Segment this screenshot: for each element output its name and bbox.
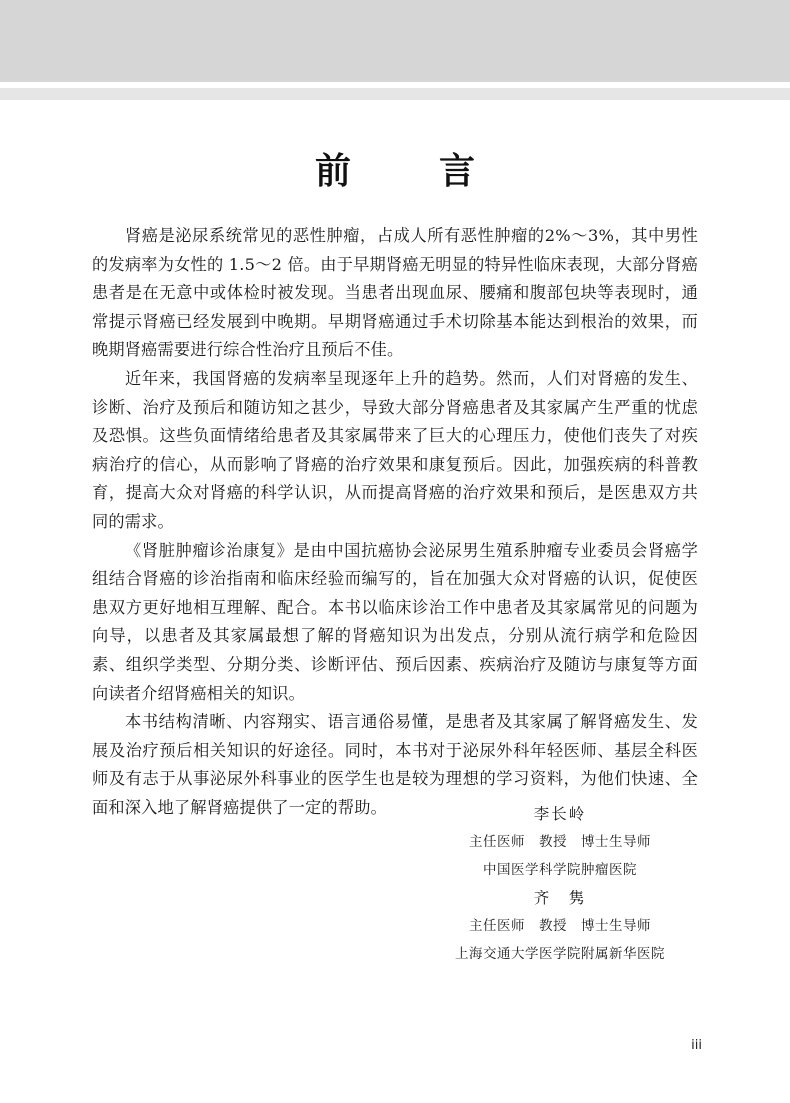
author-affiliation: 中国医学科学院肿瘤医院 bbox=[483, 862, 637, 878]
header-band bbox=[0, 0, 790, 82]
paragraph-2: 近年来，我国肾癌的发病率呈现逐年上升的趋势。然而，人们对肾癌的发生、诊断、治疗及预后和随访知之甚少，导致大部分肾癌患者及其家属产生严重的忧虑及恐惧。这些负面情绪给患者及其家属带来了巨大的心理压力，使他们丧失了对疾病治疗的信心，从而影响了肾癌的治疗效果和康复预后。因此，加强疾病的科普教育，提高大众对肾癌的科学认识，从而提高肾癌的治疗效果和预后，是医患双方共同的需求。 bbox=[92, 368, 698, 531]
signature-2 bbox=[420, 884, 700, 968]
author-titles: 主任医师 教授 博士生导师 bbox=[469, 918, 651, 934]
signature-block bbox=[420, 800, 700, 968]
paragraph-1: 肾癌是泌尿系统常见的恶性肿瘤，占成人所有恶性肿瘤的2%～3%，其中男性的发病率为女性的 1.5～2 倍。由于早期肾癌无明显的特异性临床表现，大部分肾癌患者是在无意中或体检时被发现。当患者出现血尿、腰痛和腹部包块等表现时，通常提示肾癌已经发展到中晚期。早期肾癌通过手术切除基本能达到根治的效果，而晚期肾癌需要进行综合性治疗且预后不佳。 bbox=[92, 226, 698, 360]
author-name: 齐 隽 bbox=[533, 889, 587, 907]
author-name: 李长岭 bbox=[533, 805, 587, 823]
page-title: 前 言 bbox=[314, 151, 501, 192]
paragraph-4: 本书结构清晰、内容翔实、语言通俗易懂，是患者及其家属了解肾癌发生、发展及治疗预后相关知识的好途径。同时，本书对于泌尿外科年轻医师、基层全科医师及有志于从事泌尿外科事业的医学生也是较为理想的学习资料，为他们快速、全面和深入地了解肾癌提供了一定的帮助。 bbox=[92, 712, 698, 817]
paragraph-3: 《肾脏肿瘤诊治康复》是由中国抗癌协会泌尿男生殖系肿瘤专业委员会肾癌学组结合肾癌的诊治指南和临床经验而编写的，旨在加强大众对肾癌的认识，促使医患双方更好地相互理解、配合。本书以临床诊治工作中患者及其家属常见的问题为向导，以患者及其家属最想了解的肾癌知识为出发点，分别从流行病学和危险因素、组织学类型、分期分类、诊断评估、预后因素、疾病治疗及随访与康复等方面向读者介绍肾癌相关的知识。 bbox=[92, 540, 698, 703]
page-number: iii bbox=[691, 1038, 702, 1053]
preface-body bbox=[92, 222, 698, 822]
author-affiliation: 上海交通大学医学院附属新华医院 bbox=[455, 946, 665, 962]
author-titles: 主任医师 教授 博士生导师 bbox=[469, 834, 651, 850]
header-strip bbox=[0, 88, 790, 100]
signature-1 bbox=[420, 800, 700, 884]
